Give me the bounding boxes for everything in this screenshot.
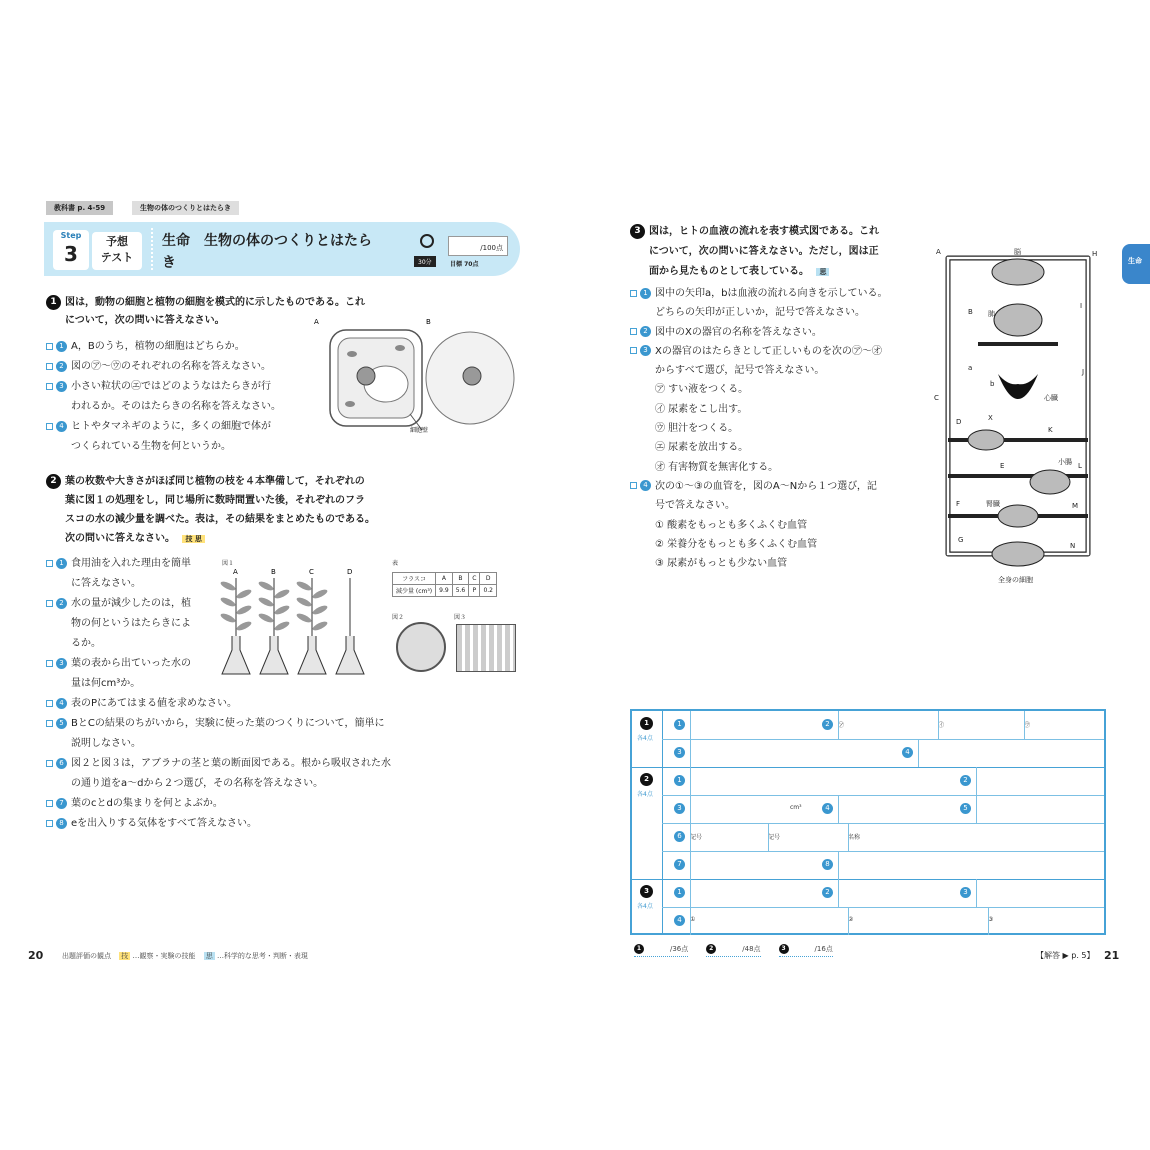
vessel-label-G: G: [958, 536, 964, 544]
label-body-cells: 全身の細胞: [998, 576, 1033, 584]
score-item: [706, 944, 760, 957]
stem-cross-section: [396, 622, 446, 672]
step-box: [53, 230, 89, 270]
table-cell: 減少量 (cm³): [393, 585, 436, 597]
answer-cell-label: 記号: [768, 834, 781, 841]
score-number: 1: [634, 944, 644, 954]
leaf: [295, 612, 312, 624]
flask-A: [219, 568, 252, 674]
time-value: 30分: [418, 259, 432, 266]
checkbox-icon[interactable]: [46, 600, 53, 607]
answer-subnumber: 1: [674, 719, 685, 730]
q1-subnumber: 4: [56, 421, 67, 432]
leaf: [311, 588, 328, 600]
leaf: [295, 580, 312, 592]
page-number-left: 20: [28, 949, 44, 962]
q1-subnumber: 3: [56, 381, 67, 392]
checkbox-icon[interactable]: [46, 720, 53, 727]
pass-label: [450, 259, 478, 268]
vessel-label-L: L: [1078, 462, 1082, 470]
q1-items: [46, 337, 281, 457]
q3-item: [630, 438, 887, 457]
q1-item-text: ヒトやタマネギのように，多くの細胞で体が: [71, 421, 271, 432]
answer-subnumber: 8: [822, 859, 833, 870]
fig1-label: 図１: [222, 560, 235, 567]
q3-item-text: ㋑ 尿素をこし出す。: [655, 403, 748, 415]
cells-capillary: [992, 542, 1044, 566]
fig3-label: 図３: [454, 614, 467, 621]
answer-input-box[interactable]: [690, 795, 691, 823]
q3-item: [630, 477, 887, 496]
q3-item: [630, 419, 887, 438]
answer-cell-label: ㋑: [938, 722, 945, 729]
q3-item: [630, 303, 887, 322]
q3-stem-line3: 面から見たものとして表している。: [649, 266, 809, 277]
vessel-label-E: E: [1000, 462, 1005, 470]
flask-D: [336, 568, 364, 674]
q1-item: [46, 337, 281, 357]
q3-item-text: 図中の矢印a，bは血液の流れる向きを示している。: [655, 288, 888, 299]
vessel-label-X: X: [988, 414, 993, 422]
vessel-label-N: N: [1070, 542, 1076, 550]
ans-q3-points: 各4点: [637, 903, 653, 910]
score-item: [634, 944, 688, 957]
q2-item-text: に答えなさい。: [71, 578, 141, 589]
q3-item-text: ① 酸素をもっとも多くふくむ血管: [655, 519, 808, 531]
liver-capillary: [968, 430, 1004, 450]
vessel-label-J: J: [1082, 368, 1085, 376]
q1-item: [46, 417, 281, 437]
leaf: [257, 580, 274, 592]
q3-item: [630, 535, 887, 554]
answer-cell-label: ①: [690, 916, 696, 923]
vessel-label-M: M: [1072, 502, 1079, 510]
page-number-right: 21: [1104, 949, 1120, 962]
leaf: [311, 604, 328, 616]
flask-label: B: [271, 568, 276, 576]
flask: [222, 636, 250, 674]
q2-item-text: 図２と図３は，アブラナの茎と葉の断面図である。根から吸収された水: [71, 758, 391, 769]
answer-cell-label: ③: [988, 916, 994, 923]
answer-subnumber: 4: [822, 803, 833, 814]
q1-item-text: われるか。そのはたらきの名称を答えなさい。: [71, 401, 281, 412]
label-kidney: 腎臓: [986, 500, 1000, 508]
q3-item: [630, 516, 887, 535]
stopwatch-icon: [420, 234, 434, 248]
textbook-badge: [46, 201, 113, 215]
checkbox-icon[interactable]: [630, 347, 637, 354]
q1-stem-line1: 図は，動物の細胞と植物の細胞を模式的に示したものである。これ: [65, 297, 365, 308]
q2-subnumber: 8: [56, 818, 67, 829]
q1-subnumber: 1: [56, 341, 67, 352]
answer-input-box[interactable]: [838, 795, 839, 823]
checkbox-icon[interactable]: [46, 560, 53, 567]
q3-item-text: どちらの矢印が正しいか，記号で答えなさい。: [655, 307, 865, 319]
answer-subnumber: 3: [674, 803, 685, 814]
q1-item: [46, 357, 281, 377]
q3-item-text: ② 栄養分をもっとも多くふくむ血管: [655, 538, 818, 550]
intestine-capillary: [1030, 470, 1070, 494]
flask-experiment: [218, 566, 378, 686]
answer-input-box[interactable]: [690, 851, 691, 879]
q2-number: 2: [46, 474, 61, 489]
q3-item: [630, 496, 887, 515]
q2-subnumber: 5: [56, 718, 67, 729]
vessel-label-H: H: [1092, 250, 1098, 258]
flask: [298, 636, 326, 674]
answer-input-box[interactable]: [976, 767, 977, 795]
q1-item-text: 小さい粒状の㋓ではどのようなはたらきが行: [71, 381, 271, 392]
cell-wall-label: 細胞壁: [410, 427, 429, 434]
q3-item-text: ③ 尿素がもっとも少ない血管: [655, 558, 788, 570]
answer-input-box[interactable]: [768, 823, 769, 851]
table-header-cell: A: [436, 573, 453, 585]
nucleus-animal: [463, 367, 481, 385]
leaf: [295, 596, 312, 608]
flask: [260, 636, 288, 674]
score-box: [448, 236, 508, 256]
side-tab: [1122, 244, 1150, 284]
arrow-b-label: b: [990, 380, 995, 388]
vessel-label-C: C: [934, 394, 939, 402]
banner-divider: [151, 228, 153, 270]
q2-item: [46, 794, 391, 814]
q2-stem-line3: スコの水の減少量を調べた。表は，その結果をまとめたものである。: [65, 514, 375, 525]
answer-subnumber: 6: [674, 831, 685, 842]
checkbox-icon[interactable]: [46, 383, 53, 390]
answer-input-box[interactable]: [918, 739, 919, 767]
score-value: /48点: [742, 945, 761, 953]
fig-label-B: B: [426, 318, 431, 326]
leaf: [257, 612, 274, 624]
answer-input-box[interactable]: [690, 823, 691, 851]
fig2-label: 図２: [392, 614, 405, 621]
q3-stem-line1: 図は，ヒトの血液の流れを表す模式図である。これ: [649, 226, 879, 237]
ans-q2-points: 各4点: [637, 791, 653, 798]
q2-item: [46, 694, 391, 714]
q1-item-text: つくられている生物を何というか。: [71, 441, 231, 452]
q3-item-text: からすべて選び，記号で答えなさい。: [655, 365, 825, 377]
leaf: [219, 580, 236, 592]
checkbox-icon[interactable]: [46, 363, 53, 370]
q2-item-text: eを出入りする気体をすべて答えなさい。: [71, 818, 257, 829]
answer-input-box[interactable]: [838, 879, 839, 907]
q2-stem: [46, 472, 375, 549]
brain-capillary: [992, 259, 1044, 285]
table-cell: 5.6: [452, 585, 469, 597]
q2-subnumber: 6: [56, 758, 67, 769]
chloroplast-1: [347, 351, 357, 357]
nucleus-plant: [357, 367, 375, 385]
q3-items: [630, 284, 887, 573]
q3-item: [630, 361, 887, 380]
score-value: /16点: [814, 945, 833, 953]
q2-item-text: 葉の表から出ていった水の: [71, 658, 191, 669]
result-table: [392, 572, 497, 597]
q3-stem-line2: について，次の問いに答えなさい。ただし，図は正: [649, 246, 879, 257]
checkbox-icon[interactable]: [630, 290, 637, 297]
unit-cm3: cm³: [790, 804, 802, 811]
ans-q3-number: 3: [640, 885, 653, 898]
q2-item-text: 量は何cm³か。: [71, 678, 141, 689]
answer-cell-label: ㋒: [1024, 722, 1031, 729]
table-header-cell: C: [469, 573, 480, 585]
q1-item: [46, 397, 281, 417]
heart: [998, 374, 1038, 399]
answer-sheet: [630, 709, 1106, 935]
q2-item-text: の通り道をa～dから２つ選び，その名称を答えなさい。: [71, 778, 324, 789]
ans-q1-number: 1: [640, 717, 653, 730]
test-type-line1: 予想: [106, 235, 128, 248]
answer-input-box[interactable]: [838, 711, 839, 739]
checkbox-icon[interactable]: [46, 660, 53, 667]
q3-subnumber: 1: [640, 288, 651, 299]
q3-subnumber: 4: [640, 480, 651, 491]
table-cell: P: [469, 585, 480, 597]
answer-subnumber: 7: [674, 859, 685, 870]
page-title-line2: き: [162, 255, 176, 271]
q3-item: [630, 284, 887, 303]
vessel-label-A: A: [936, 248, 941, 256]
q1-number: 1: [46, 295, 61, 310]
leaf: [273, 620, 290, 632]
checkbox-icon[interactable]: [46, 760, 53, 767]
q1-item-text: A，Bのうち，植物の細胞はどちらか。: [71, 341, 245, 352]
flask: [336, 636, 364, 674]
q3-item-text: ㋒ 胆汁をつくる。: [655, 423, 739, 435]
q3-subnumber: 3: [640, 345, 651, 356]
step-number: 3: [64, 242, 78, 266]
checkbox-icon[interactable]: [46, 423, 53, 430]
label-small-intestine: 小腸: [1058, 458, 1072, 466]
q2-subnumber: 3: [56, 658, 67, 669]
q2-item-text: BとCの結果のちがいから，実験に使った葉のつくりについて，簡単に: [71, 718, 385, 729]
leaf: [235, 588, 252, 600]
q2-item-text: 水の量が減少したのは，植: [71, 598, 191, 609]
leaf-cross-section: [456, 624, 516, 672]
q1-subnumber: 2: [56, 361, 67, 372]
answer-cell-label: ②: [848, 916, 854, 923]
answer-cell-label: ㋐: [838, 722, 845, 729]
vessel-label-K: K: [1048, 426, 1053, 434]
ans-q2-number: 2: [640, 773, 653, 786]
answer-input-box[interactable]: [690, 879, 691, 907]
q3-item: [630, 458, 887, 477]
checkbox-icon[interactable]: [630, 482, 637, 489]
q2-item-text: 葉のcとdの集まりを何とよぶか。: [71, 798, 223, 809]
score-number: 2: [706, 944, 716, 954]
footer-text3: …科学的な思考・判断・表現: [216, 952, 308, 960]
chloroplast-2: [395, 345, 405, 351]
checkbox-icon[interactable]: [630, 328, 637, 335]
q2-item: [46, 754, 391, 774]
leaf: [235, 604, 252, 616]
answer-subnumber: 5: [960, 803, 971, 814]
q2-subnumber: 2: [56, 598, 67, 609]
checkbox-icon[interactable]: [46, 343, 53, 350]
footer-tag1: 技: [121, 952, 129, 960]
answer-input-box[interactable]: [690, 711, 691, 739]
answer-reference: 【解答 ▶ p. 5】: [1036, 951, 1095, 960]
answer-subnumber: 2: [960, 775, 971, 786]
answer-subnumber: 1: [674, 887, 685, 898]
label-brain: 脳: [1014, 248, 1021, 256]
q3-item-text: 図中のXの器官の名称を答えなさい。: [655, 326, 822, 338]
q2-item: [46, 734, 391, 754]
flask-C: [295, 568, 328, 674]
chloroplast-3: [345, 401, 355, 407]
vessel-label-D: D: [956, 418, 962, 426]
flask-label: C: [309, 568, 314, 576]
fig-label-A: A: [314, 318, 319, 326]
q2-stem-line1: 葉の枚数や大きさがほぼ同じ植物の枝を４本準備して，それぞれの: [65, 476, 365, 487]
test-type: [92, 232, 142, 270]
time-label: [414, 256, 436, 267]
checkbox-icon[interactable]: [46, 700, 53, 707]
leaf: [257, 596, 274, 608]
page-title-line1: 生命 生物の体のつくりとはたら: [162, 233, 372, 249]
kidney-capillary: [998, 505, 1038, 527]
q2-subnumber: 1: [56, 558, 67, 569]
table-cell: 0.2: [480, 585, 497, 597]
answer-input-box[interactable]: [976, 795, 977, 823]
table-header-cell: D: [480, 573, 497, 585]
label-heart: 心臓: [1044, 394, 1058, 402]
answer-input-box[interactable]: [690, 739, 691, 767]
score-number: 3: [779, 944, 789, 954]
q3-tag: 思: [816, 268, 829, 276]
flask-label: A: [233, 568, 238, 576]
answer-subnumber: 4: [674, 915, 685, 926]
page-title: [162, 230, 372, 274]
q2-stem-line4: 次の問いに答えなさい。: [65, 533, 175, 544]
q3-number: 3: [630, 224, 645, 239]
side-tab-label: 生命: [1128, 257, 1142, 265]
score-value: /36点: [670, 945, 689, 953]
arrow-a-label: a: [968, 364, 973, 372]
q1-stem-line2: について，次の問いに答えなさい。: [65, 315, 225, 326]
answer-input-box[interactable]: [976, 879, 977, 907]
q2-item-text: 説明しなさい。: [71, 738, 141, 749]
answer-subnumber: 2: [822, 719, 833, 730]
q3-item: [630, 342, 887, 361]
unit-name: 生物の体のつくりとはたらき: [140, 204, 231, 212]
answer-input-box[interactable]: [848, 907, 849, 935]
q3-item-text: ㋓ 尿素を放出する。: [655, 442, 749, 454]
blood-circulation-diagram: [928, 244, 1108, 590]
answer-subnumber: 1: [674, 775, 685, 786]
test-type-line2: テスト: [100, 251, 134, 264]
score-item: [779, 944, 833, 957]
answer-input-box[interactable]: [938, 711, 939, 739]
q3-subnumber: 2: [640, 326, 651, 337]
answer-input-box[interactable]: [1024, 711, 1025, 739]
table-header-cell: フラスコ: [393, 573, 436, 585]
q2-item-text: 表のPにあてはまる値を求めなさい。: [71, 698, 238, 709]
answer-subnumber: 3: [674, 747, 685, 758]
answer-subnumber: 3: [960, 887, 971, 898]
q2-item-text: 食用油を入れた理由を簡単: [71, 558, 191, 569]
q2-tags: 技 思: [182, 535, 204, 543]
answer-input-box[interactable]: [988, 907, 989, 935]
q2-item: [46, 774, 391, 794]
q3-item: [630, 554, 887, 573]
table-header-cell: B: [452, 573, 469, 585]
step-label: Step: [60, 231, 82, 240]
score-total: /100点: [480, 244, 503, 252]
cell-diagram: [310, 314, 520, 434]
leaf: [273, 588, 290, 600]
label-lung: 肺: [988, 310, 995, 318]
footer-text1: 出題評価の観点: [62, 952, 111, 960]
q3-item-text: 号で答えなさい。: [655, 500, 735, 512]
answer-cell-label: 記号: [690, 834, 703, 841]
leaf: [219, 596, 236, 608]
q3-item-text: 次の①～③の血管を，図のA～Nから１つ選び，記: [655, 480, 877, 492]
answer-subnumber: 2: [822, 887, 833, 898]
footer-text2: …観察・実験の技能: [132, 952, 196, 960]
table-label: 表: [392, 560, 399, 567]
answer-input-box[interactable]: [690, 907, 691, 935]
q1-item: [46, 437, 281, 457]
ans-q1-points: 各4点: [637, 735, 653, 742]
footer-legend-left: [62, 951, 308, 961]
answer-cell-label: 名称: [848, 834, 861, 841]
q3-item-text: Xの器官のはたらきとして正しいものを次の㋐～㋔: [655, 345, 882, 357]
textbook-range: 教科書 p. 4-59: [54, 204, 106, 212]
footer-tag2: 思: [205, 952, 213, 960]
flask-B: [257, 568, 290, 674]
checkbox-icon[interactable]: [46, 820, 53, 827]
leaf: [311, 620, 328, 632]
vessel-label-F: F: [956, 500, 961, 508]
q3-stem: [630, 222, 879, 282]
leaf: [273, 604, 290, 616]
q3-item-text: ㋔ 有害物質を無害化する。: [655, 461, 779, 473]
vessel-label-B: B: [968, 308, 973, 316]
q2-subnumber: 7: [56, 798, 67, 809]
q2-item: [46, 814, 391, 834]
lung-capillary: [994, 304, 1042, 336]
q3-item-text: ㋐ すい液をつくる。: [655, 384, 749, 396]
answer-subnumber: 4: [902, 747, 913, 758]
checkbox-icon[interactable]: [46, 800, 53, 807]
q2-stem-line2: 葉に図１の処理をし，同じ場所に数時間置いた後，それぞれのフラ: [65, 495, 365, 506]
flask-label: D: [347, 568, 353, 576]
q3-item: [630, 323, 887, 342]
answer-input-box[interactable]: [838, 851, 839, 879]
leaf: [219, 612, 236, 624]
pass-value: 目標 70点: [450, 261, 479, 268]
vessel-label-I: I: [1080, 302, 1083, 310]
score-summary: [634, 944, 851, 957]
answer-input-box[interactable]: [848, 823, 849, 851]
answer-input-box[interactable]: [690, 767, 691, 795]
q2-subnumber: 4: [56, 698, 67, 709]
q2-item: [46, 714, 391, 734]
q3-item: [630, 400, 887, 419]
unit-tag: [132, 201, 239, 215]
leaf: [235, 620, 252, 632]
q3-item: [630, 380, 887, 399]
q1-item-text: 図の㋐～㋒のそれぞれの名称を答えなさい。: [71, 361, 271, 372]
table-cell: 9.9: [436, 585, 453, 597]
q2-item-text: 物の何というはたらきによ: [71, 618, 191, 629]
q2-item-text: るか。: [71, 638, 101, 649]
q1-item: [46, 377, 281, 397]
